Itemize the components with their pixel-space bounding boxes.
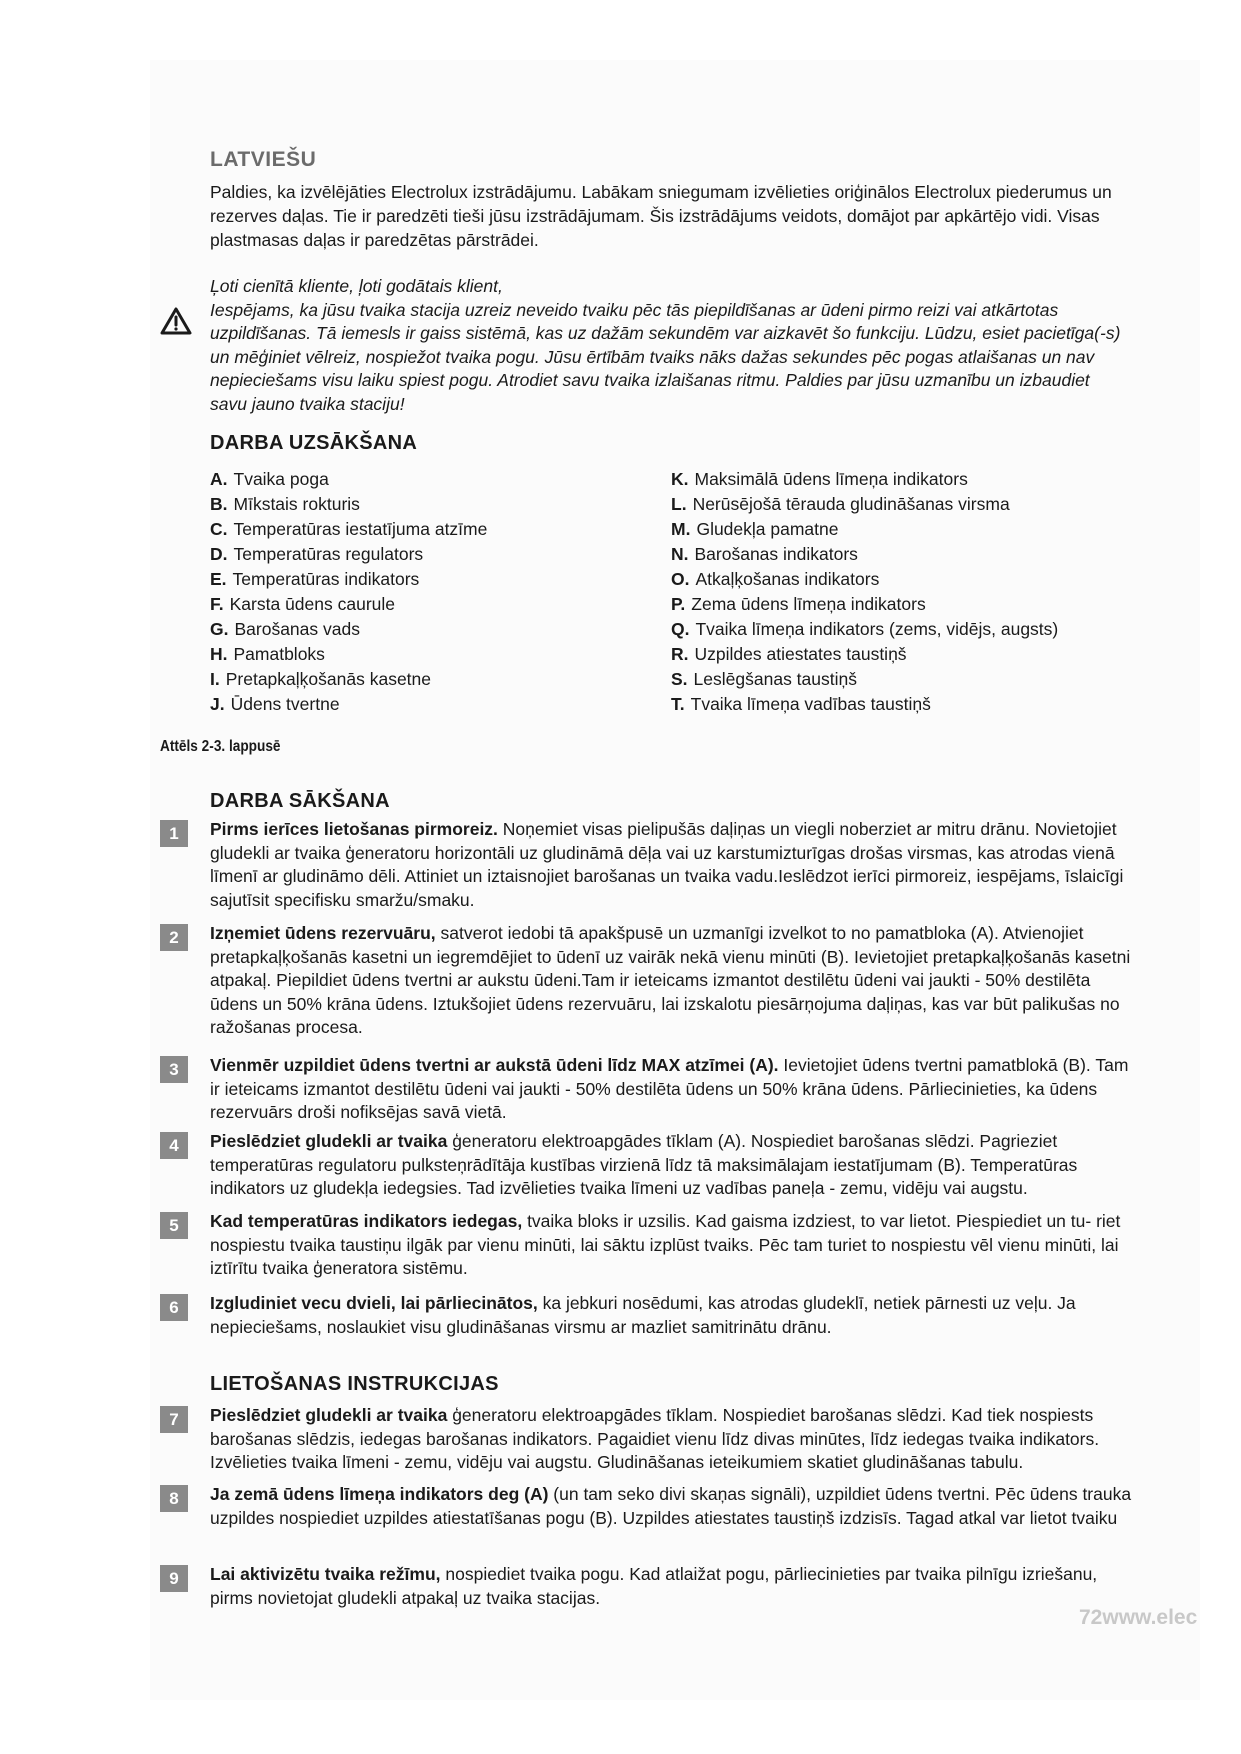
step-text (210, 1563, 1135, 1610)
part-letter: P. (671, 594, 686, 614)
step-text (210, 818, 1135, 912)
figure-reference: Attēls 2-3. lappusē (160, 738, 281, 755)
step-body: ka jebkuri nosēdumi, kas atrodas gludeklī, netiek pārnesti uz veļu. Ja nepieciešams, noslaukiet visu gludināšanas virsmu ar mazliet samitrinātu drānu. (210, 1293, 1076, 1337)
part-label: Barošanas indikators (694, 544, 858, 564)
part-label: Temperatūras iestatījuma atzīme (233, 519, 488, 539)
part-label: Tvaika poga (233, 469, 329, 489)
part-item (671, 517, 1058, 542)
part-item (210, 492, 487, 517)
step-lead: Pieslēdziet gludekli ar tvaika (210, 1405, 448, 1425)
warning-icon (160, 307, 192, 335)
part-label: Maksimālā ūdens līmeņa indikators (694, 469, 968, 489)
step-number-badge: 9 (160, 1565, 188, 1592)
part-item (210, 567, 487, 592)
part-item (210, 517, 487, 542)
part-letter: B. (210, 494, 228, 514)
part-item (671, 567, 1058, 592)
step-lead: Ja zemā ūdens līmeņa indikators deg (A) (210, 1484, 549, 1504)
part-item (671, 642, 1058, 667)
part-label: Ūdens tvertne (230, 694, 340, 714)
part-label: Temperatūras regulators (233, 544, 424, 564)
part-letter: D. (210, 544, 228, 564)
part-letter: T. (671, 694, 685, 714)
part-label: Nerūsējošā tērauda gludināšanas virsma (692, 494, 1010, 514)
part-letter: K. (671, 469, 689, 489)
part-letter: J. (210, 694, 225, 714)
step-number-badge: 7 (160, 1406, 188, 1433)
part-letter: R. (671, 644, 689, 664)
section-heading-start-work: DARBA SĀKŠANA (210, 790, 390, 812)
part-item (210, 617, 487, 642)
part-item (210, 542, 487, 567)
part-label: Pretapkaļķošanās kasetne (225, 669, 432, 689)
part-letter: H. (210, 644, 228, 664)
section-heading-getting-started: DARBA UZSĀKŠANA (210, 432, 418, 454)
part-label: Gludekļa pamatne (696, 519, 839, 539)
step-number-badge: 3 (160, 1056, 188, 1083)
part-item (210, 667, 487, 692)
customer-notice (210, 275, 1130, 416)
step-body: ģeneratoru elektroapgādes tīklam (A). Nospiediet barošanas slēdzi. Pagrieziet temperatūras regulatoru pulksteņrādītāja kustības virzienā līdz tā maksimālajam iestatījumam (B). Temperatūras indikators uz gludekļa iedegsies. Tad izvēlieties tvaika līmeni uz vadības paneļa - zemu, vidēju vai augstu. (210, 1131, 1078, 1198)
part-item (671, 467, 1058, 492)
part-letter: G. (210, 619, 229, 639)
part-item (671, 592, 1058, 617)
part-letter: S. (671, 669, 688, 689)
part-item (210, 592, 487, 617)
part-letter: Q. (671, 619, 690, 639)
part-letter: C. (210, 519, 228, 539)
part-item (671, 492, 1058, 517)
part-label: Pamatbloks (233, 644, 325, 664)
part-letter: E. (210, 569, 227, 589)
part-item (671, 617, 1058, 642)
step-text (210, 1054, 1135, 1125)
step-body: (un tam seko divi skaņas signāli), uzpildiet ūdens tvertni. Pēc ūdens trauka uzpildes nospiediet uzpildes atiestatīšanas pogu (B). Uzpildes atiestates taustiņš izdzisīs. Tagad atkal var lietot tvaiku (210, 1484, 1132, 1528)
notice-greeting: Ļoti cienītā kliente, ļoti godātais klient, (210, 276, 503, 296)
part-letter: L. (671, 494, 687, 514)
watermark: 72www.elec (1079, 1606, 1198, 1629)
step-text (210, 1292, 1135, 1339)
part-label: Tvaika līmeņa indikators (zems, vidējs, augsts) (695, 619, 1059, 639)
part-item (210, 692, 487, 717)
step-lead: Lai aktivizētu tvaika režīmu, (210, 1564, 441, 1584)
part-letter: O. (671, 569, 690, 589)
part-letter: F. (210, 594, 224, 614)
part-letter: M. (671, 519, 691, 539)
step-lead: Pirms ierīces lietošanas pirmoreiz. (210, 819, 498, 839)
step-number-badge: 2 (160, 924, 188, 951)
step-text (210, 1210, 1135, 1281)
parts-list-left (210, 467, 487, 717)
step-text (210, 1404, 1135, 1475)
part-letter: A. (210, 469, 228, 489)
part-label: Karsta ūdens caurule (229, 594, 396, 614)
part-letter: I. (210, 669, 220, 689)
notice-body: Iespējams, ka jūsu tvaika stacija uzreiz neveido tvaiku pēc tās piepildīšanas ar ūdeni pirmo reizi vai atkārtotas uzpildīšanas. Tā iemesls ir gaiss sistēmā, kas uz dažām sekundēm var aizkavēt šo funkciju. Lūdzu, esiet pacietīga(-s) un mēģiniet vēlreiz, nospiežot tvaika pogu. Jūsu ērtībām tvaiks nāks dažas sekundes pēc pogas atlaišanas un nav nepieciešams visu laiku spiest pogu. Atrodiet savu tvaika izlaišanas ritmu. Paldies par jūsu uzmanību un izbaudiet savu jauno tvaika staciju! (210, 299, 1121, 414)
step-number-badge: 8 (160, 1485, 188, 1512)
part-label: Leslēgšanas taustiņš (693, 669, 857, 689)
part-item (671, 542, 1058, 567)
part-label: Barošanas vads (234, 619, 360, 639)
step-body: Ievietojiet ūdens tvertni pamatblokā (B). Tam ir ieteicams izmantot destilētu ūdeni vai jaukti - 50% destilēta ūdens un 50% krāna ūdens. Pārliecinieties, ka ūdens rezervuārs droši nofiksējas savā vietā. (210, 1055, 1129, 1122)
part-item (210, 467, 487, 492)
section-heading-instructions: LIETOŠANAS INSTRUKCIJAS (210, 1373, 499, 1395)
part-letter: N. (671, 544, 689, 564)
step-body: ģeneratoru elektroapgādes tīklam. Nospiediet barošanas slēdzi. Kad tiek nospiests barošanas slēdzis, iedegas barošanas indikators. Pagaidiet vienu līdz divas minūtes, līdz iedegas tvaika indikators. Izvēlieties tvaika līmeni - zemu, vidēju vai augstu. Gludināšanas ieteikumiem skatiet gludināšanas tabulu. (210, 1405, 1100, 1472)
part-label: Uzpildes atiestates taustiņš (694, 644, 907, 664)
part-label: Zema ūdens līmeņa indikators (691, 594, 926, 614)
step-number-badge: 1 (160, 820, 188, 847)
step-text (210, 1483, 1135, 1530)
step-number-badge: 6 (160, 1294, 188, 1321)
step-body: nospiediet tvaika pogu. Kad atlaižat pogu, pārliecinieties par tvaika pilnīgu izriešanu, pirms novietojat gludekli atpakaļ uz tvaika stacijas. (210, 1564, 1098, 1608)
part-item (671, 692, 1058, 717)
part-item (210, 642, 487, 667)
part-label: Temperatūras indikators (232, 569, 420, 589)
step-lead: Izņemiet ūdens rezervuāru, (210, 923, 436, 943)
step-text (210, 922, 1135, 1040)
language-heading: LATVIEŠU (210, 148, 317, 171)
part-label: Tvaika līmeņa vadības taustiņš (690, 694, 931, 714)
part-label: Atkaļķošanas indikators (695, 569, 880, 589)
part-label: Mīkstais rokturis (233, 494, 360, 514)
intro-paragraph: Paldies, ka izvēlējāties Electrolux izstrādājumu. Labākam sniegumam izvēlieties oriģinālos Electrolux piederumus un rezerves daļas. Tie ir paredzēti tieši jūsu izstrādājumam. Šis izstrādājums veidots, domājot par apkārtējo vidi. Visas plastmasas daļas ir paredzētas pārstrādei. (210, 182, 1112, 250)
step-body: Noņemiet visas pielipušās daļiņas un viegli noberziet ar mitru drānu. Novietojiet gludekli ar tvaika ģeneratoru horizontāli uz gludināmā dēļa vai uz karstumizturīgas drošas virsmas, kas atrodas vienā līmenī ar gludināmo dēli. Attiniet un iztaisnojiet barošanas un tvaika vadu.Ieslēdzot ierīci pirmoreiz, iespējams, īslaicīgi sajutīsit specifisku smaržu/smaku. (210, 819, 1124, 910)
step-body: tvaika bloks ir uzsilis. Kad gaisma izdziest, to var lietot. Piespiediet un tu- riet nospiestu tvaika taustiņu ilgāk par vienu minūti, lai sāktu izplūst tvaiks. Pēc tam turiet to nospiestu vēl vienu minūti, lai iztīrītu tvaika ģeneratora sistēmu. (210, 1211, 1121, 1278)
step-lead: Vienmēr uzpildiet ūdens tvertni ar aukstā ūdeni līdz MAX atzīmei (A). (210, 1055, 779, 1075)
step-number-badge: 5 (160, 1212, 188, 1239)
step-lead: Izgludiniet vecu dvieli, lai pārliecinātos, (210, 1293, 538, 1313)
parts-list-right (671, 467, 1058, 717)
step-body: satverot iedobi tā apakšpusē un uzmanīgi izvelkot to no pamatbloka (A). Atvienojiet pretapkaļķošanās kasetni un iegremdējiet to ūdenī uz vairāk nekā vienu minūti (B). Ievietojiet pretapkaļķošanās kasetni atpakaļ. Piepildiet ūdens tvertni ar aukstu ūdeni.Tam ir ieteicams izmantot destilētu ūdeni vai jaukti - 50% destilēta ūdens un 50% krāna ūdens. Iztukšojiet ūdens rezervuāru, lai izskalotu piesārņojuma daļiņas, kas var būt palikušas no ražošanas procesa. (210, 923, 1131, 1037)
step-lead: Pieslēdziet gludekli ar tvaika (210, 1131, 448, 1151)
part-item (671, 667, 1058, 692)
step-lead: Kad temperatūras indikators iedegas, (210, 1211, 523, 1231)
step-number-badge: 4 (160, 1132, 188, 1159)
step-text (210, 1130, 1135, 1201)
